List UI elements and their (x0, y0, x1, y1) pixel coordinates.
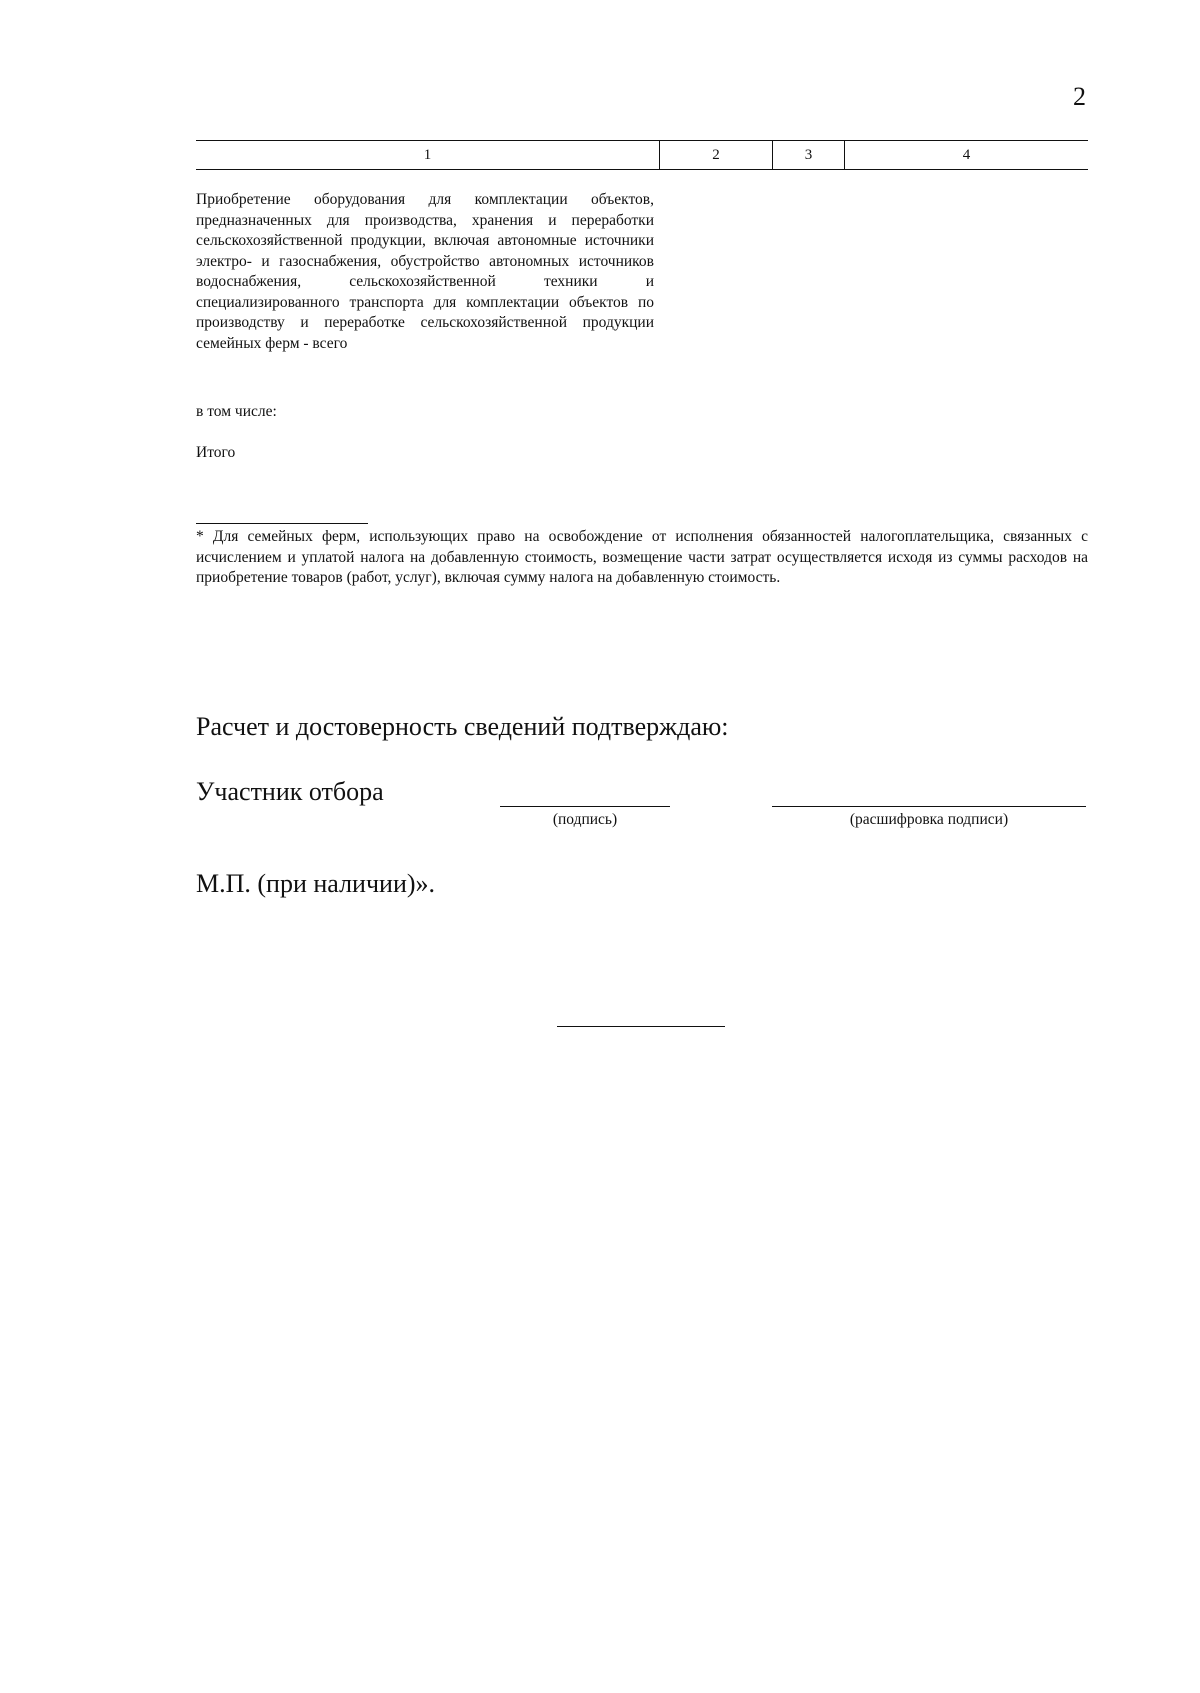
signature-decode-line (772, 806, 1086, 807)
participant-label: Участник отбора (196, 777, 384, 806)
column-number-1: 1 (423, 146, 432, 163)
signature-decode-caption: (расшифровка подписи) (849, 811, 1009, 828)
footnote-separator (196, 523, 368, 524)
confirmation-text: Расчет и достоверность сведений подтверждаю: (196, 712, 729, 741)
page-number: 2 (1073, 82, 1086, 111)
column-number-3: 3 (772, 141, 844, 169)
footnote-text: * Для семейных ферм, использующих право на освобождение от исполнения обязанностей налогоплательщика, связанных с исчислением и уплатой налога на добавленную стоимость, возмещение части затрат осуществляется исходя из суммы расходов на приобретение товаров (работ, услуг), включая сумму налога на добавленную стоимость. (196, 528, 1088, 586)
stamp-text: М.П. (при наличии)». (196, 869, 436, 898)
column-number-2: 2 (659, 141, 772, 169)
table-row-label: Приобретение оборудования для комплектации объектов, предназначенных для производства, хранения и переработки сельскохозяйственной продукции, включая автономные источники электро- и газоснабжения, обустройство автономных источников водоснабжения, сельскохозяйственной техники и специализированного транспорта для комплектации объектов по производству и переработке сельскохозяйственной продукции семейных ферм - всего (196, 191, 654, 352)
including-label: в том числе: (196, 403, 277, 420)
column-number-4: 4 (844, 141, 1088, 169)
end-separator (557, 1026, 725, 1027)
table-column-header (196, 140, 1088, 170)
total-label: Итого (196, 444, 236, 461)
signature-line (500, 806, 670, 807)
signature-caption: (подпись) (552, 811, 618, 828)
